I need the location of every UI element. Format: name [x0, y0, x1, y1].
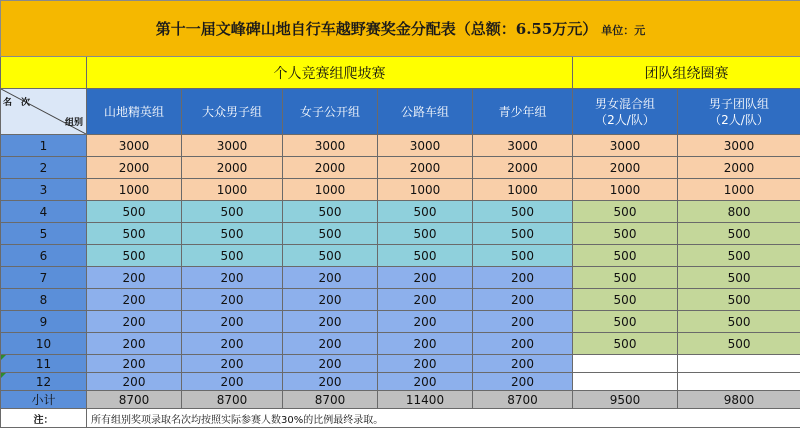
- rank-cell: [1, 289, 87, 311]
- prize-cell: 500: [473, 223, 573, 245]
- column-header: 男子团队组 （2人/队）: [678, 89, 800, 135]
- table-row: [1, 289, 800, 311]
- rank-cell: [1, 201, 87, 223]
- unit-label: 单位：元: [601, 24, 645, 37]
- rank-cell: [1, 157, 87, 179]
- rank-label: 4: [40, 205, 48, 219]
- rank-cell: [1, 333, 87, 355]
- column-header: 山地精英组: [87, 89, 182, 135]
- prize-cell: 500: [678, 311, 800, 333]
- rank-label: 7: [40, 271, 48, 285]
- prize-cell: 200: [87, 267, 182, 289]
- prize-cell: 3000: [378, 135, 473, 157]
- individual-group-header: 个人竞赛组爬坡赛: [87, 57, 573, 89]
- table-row: [1, 311, 800, 333]
- page-title: 第十一届文峰碑山地自行车越野赛奖金分配表（总额：6.55万元）: [156, 20, 598, 38]
- table-row: [1, 135, 800, 157]
- prize-cell: [573, 373, 678, 391]
- prize-cell: 3000: [473, 135, 573, 157]
- comment-marker-icon: [1, 373, 6, 378]
- prize-cell: 200: [283, 289, 378, 311]
- prize-cell: [573, 355, 678, 373]
- prize-cell: 500: [182, 245, 283, 267]
- prize-cell: 2000: [378, 157, 473, 179]
- prize-cell: 1000: [283, 179, 378, 201]
- prize-cell: 200: [182, 355, 283, 373]
- prize-cell: 1000: [87, 179, 182, 201]
- table-row: [1, 245, 800, 267]
- prize-cell: 200: [473, 311, 573, 333]
- rank-label: 1: [40, 139, 48, 153]
- prize-cell: 200: [378, 289, 473, 311]
- rank-cell: [1, 311, 87, 333]
- prize-cell: 1000: [573, 179, 678, 201]
- table-row: [1, 223, 800, 245]
- subtotal-cell: 11400: [378, 391, 473, 409]
- prize-cell: 200: [182, 267, 283, 289]
- prize-cell: 500: [573, 223, 678, 245]
- rank-label: 5: [40, 227, 48, 241]
- prize-cell: 500: [87, 245, 182, 267]
- note-label: 注：: [1, 409, 87, 428]
- prize-cell: 2000: [283, 157, 378, 179]
- prize-cell: 500: [283, 223, 378, 245]
- prize-cell: 200: [473, 355, 573, 373]
- header-blank-cell: [1, 57, 87, 89]
- prize-cell: 500: [573, 267, 678, 289]
- prize-cell: 3000: [573, 135, 678, 157]
- prize-cell: 500: [473, 245, 573, 267]
- rank-label: 2: [40, 161, 48, 175]
- prize-cell: 500: [573, 245, 678, 267]
- table-row: [1, 355, 800, 373]
- prize-cell: 200: [473, 267, 573, 289]
- prize-cell: 500: [87, 223, 182, 245]
- prize-cell: 500: [573, 289, 678, 311]
- team-group-header: 团队组绕圈赛: [573, 57, 800, 89]
- prize-cell: 200: [283, 373, 378, 391]
- prize-cell: 500: [573, 311, 678, 333]
- subtotal-cell: 9800: [678, 391, 800, 409]
- prize-cell: 2000: [182, 157, 283, 179]
- prize-cell: 200: [378, 267, 473, 289]
- corner-group-label: 组别: [65, 115, 83, 128]
- prize-cell: 200: [283, 267, 378, 289]
- prize-cell: 3000: [87, 135, 182, 157]
- rank-label: 10: [36, 337, 51, 351]
- rank-label: 9: [40, 315, 48, 329]
- column-header: 公路车组: [378, 89, 473, 135]
- prize-cell: 200: [87, 289, 182, 311]
- rank-cell: [1, 135, 87, 157]
- subtotal-cell: 8700: [473, 391, 573, 409]
- prize-cell: [678, 373, 800, 391]
- prize-cell: 200: [473, 333, 573, 355]
- rank-label: 11: [36, 357, 51, 371]
- prize-cell: 200: [473, 373, 573, 391]
- rank-label: 3: [40, 183, 48, 197]
- prize-cell: 1000: [678, 179, 800, 201]
- prize-cell: 200: [182, 311, 283, 333]
- rank-cell: [1, 355, 87, 373]
- prize-cell: 200: [378, 333, 473, 355]
- prize-cell: 1000: [182, 179, 283, 201]
- column-header: 女子公开组: [283, 89, 378, 135]
- prize-cell: 500: [378, 223, 473, 245]
- table-row: [1, 333, 800, 355]
- note-row: [1, 409, 800, 428]
- prize-cell: 3000: [182, 135, 283, 157]
- table-row: [1, 373, 800, 391]
- prize-cell: 200: [182, 289, 283, 311]
- prize-cell: 200: [473, 289, 573, 311]
- prize-cell: 3000: [678, 135, 800, 157]
- corner-header: [1, 89, 87, 135]
- prize-cell: 200: [182, 373, 283, 391]
- note-text: 所有组别奖项录取名次均按照实际参赛人数30%的比例最终录取。: [87, 409, 800, 428]
- prize-cell: 2000: [678, 157, 800, 179]
- prize-cell: 500: [678, 333, 800, 355]
- prize-cell: 2000: [87, 157, 182, 179]
- prize-cell: 1000: [378, 179, 473, 201]
- prize-cell: 200: [87, 311, 182, 333]
- prize-cell: 500: [573, 333, 678, 355]
- prize-cell: 500: [678, 289, 800, 311]
- prize-cell: 200: [87, 355, 182, 373]
- subtotal-label: 小计: [1, 391, 87, 409]
- table-row: [1, 267, 800, 289]
- prize-cell: 500: [182, 201, 283, 223]
- prize-cell: 500: [182, 223, 283, 245]
- table-row: [1, 201, 800, 223]
- prize-cell: 800: [678, 201, 800, 223]
- prize-cell: 500: [87, 201, 182, 223]
- subtotal-cell: 8700: [283, 391, 378, 409]
- prize-cell: 200: [182, 333, 283, 355]
- prize-cell: 500: [283, 245, 378, 267]
- column-header: 青少年组: [473, 89, 573, 135]
- prize-cell: 200: [283, 333, 378, 355]
- rank-label: 12: [36, 375, 51, 389]
- rank-cell: [1, 179, 87, 201]
- prize-cell: 200: [378, 355, 473, 373]
- prize-cell: 500: [378, 245, 473, 267]
- comment-marker-icon: [1, 355, 6, 360]
- table-row: [1, 179, 800, 201]
- prize-cell: 500: [678, 223, 800, 245]
- rank-label: 6: [40, 249, 48, 263]
- rank-cell: [1, 223, 87, 245]
- prize-cell: 500: [678, 245, 800, 267]
- prize-cell: 500: [573, 201, 678, 223]
- rank-cell: [1, 373, 87, 391]
- prize-cell: 500: [378, 201, 473, 223]
- prize-cell: 200: [283, 355, 378, 373]
- rank-label: 8: [40, 293, 48, 307]
- prize-cell: 2000: [473, 157, 573, 179]
- rank-cell: [1, 267, 87, 289]
- prize-cell: 1000: [473, 179, 573, 201]
- prize-cell: 200: [378, 373, 473, 391]
- prize-cell: 200: [87, 333, 182, 355]
- subtotal-row: [1, 391, 800, 409]
- column-header: 大众男子组: [182, 89, 283, 135]
- title-cell: [1, 1, 800, 57]
- subtotal-cell: 9500: [573, 391, 678, 409]
- prize-cell: 200: [378, 311, 473, 333]
- prize-cell: 2000: [573, 157, 678, 179]
- prize-cell: 500: [283, 201, 378, 223]
- subtotal-cell: 8700: [87, 391, 182, 409]
- corner-rank-label: 名 次: [3, 95, 30, 108]
- prize-cell: [678, 355, 800, 373]
- rank-cell: [1, 245, 87, 267]
- prize-cell: 500: [678, 267, 800, 289]
- subtotal-cell: 8700: [182, 391, 283, 409]
- column-header: 男女混合组 （2人/队）: [573, 89, 678, 135]
- prize-cell: 500: [473, 201, 573, 223]
- prize-cell: 200: [87, 373, 182, 391]
- prize-cell: 3000: [283, 135, 378, 157]
- table-row: [1, 157, 800, 179]
- prize-cell: 200: [283, 311, 378, 333]
